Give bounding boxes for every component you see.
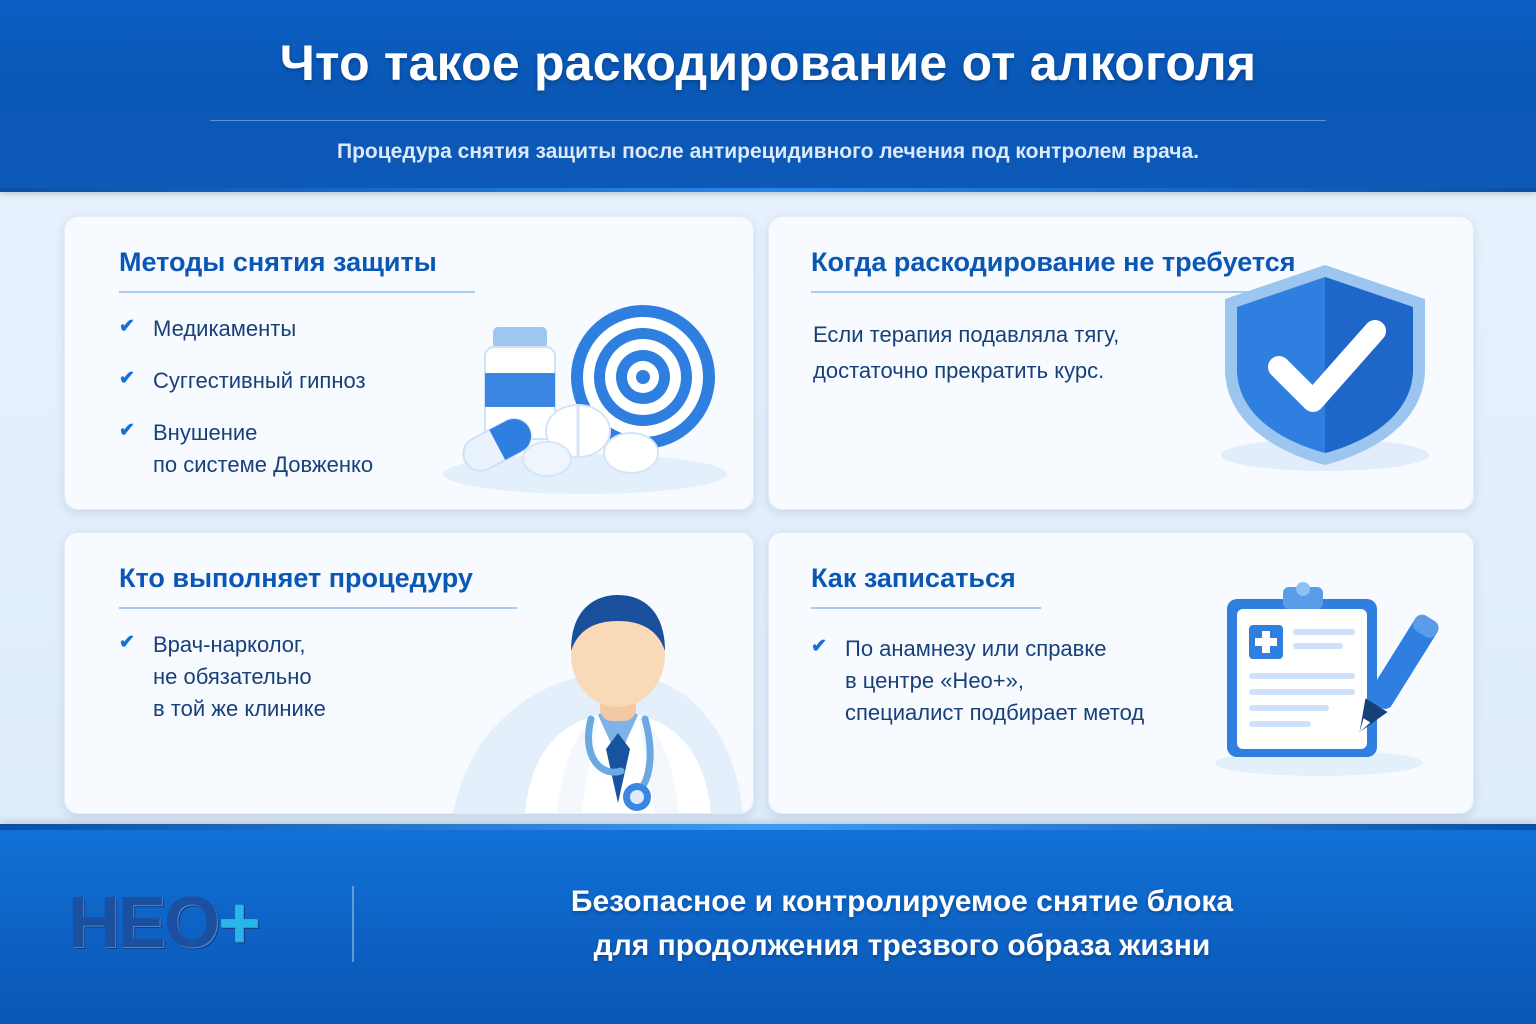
card-not-required-text-line2: достаточно прекратить курс. <box>813 358 1105 383</box>
list-item-label-line1: По анамнезу или справке <box>845 636 1107 661</box>
card-how-to-book <box>768 532 1474 814</box>
list-item-label-line2: не обязательно <box>153 664 312 689</box>
list-item-label-line3: специалист подбирает метод <box>845 700 1145 725</box>
check-icon: ✔ <box>811 636 827 657</box>
list-item-label-line1: Внушение <box>153 420 258 445</box>
clipboard-and-pen-illustration <box>1199 577 1449 777</box>
pills-and-spiral-illustration <box>435 269 735 499</box>
page-title: Что такое раскодирование от алкоголя <box>279 35 1257 91</box>
check-icon: ✔ <box>119 316 135 337</box>
list-item-label <box>845 633 1144 729</box>
card-methods-title: Методы снятия защиты <box>119 247 437 277</box>
header-banner <box>0 0 1536 192</box>
card-not-required-title: Когда раскодирование не требуется <box>811 247 1296 277</box>
brand-logo-plus: + <box>218 883 259 963</box>
doctor-illustration <box>453 563 743 813</box>
card-how-to-book-list <box>811 633 1231 749</box>
card-who-performs <box>64 532 754 814</box>
list-item <box>811 633 1231 729</box>
footer-tagline <box>352 880 1452 968</box>
card-methods <box>64 216 754 510</box>
card-how-to-book-title: Как записаться <box>811 563 1016 593</box>
brand-logo-text: НЕО <box>68 883 219 963</box>
card-who-performs-title: Кто выполняет процедуру <box>119 563 473 593</box>
page-subtitle: Процедура снятия защиты после антирецидивного лечения под контролем врача. <box>336 140 1200 163</box>
list-item-label <box>153 629 326 725</box>
list-item-label-line2: по системе Довженко <box>153 452 374 477</box>
footer-banner <box>0 824 1536 1024</box>
footer-tagline-line2: для продолжения трезвого образа жизни <box>593 929 1211 962</box>
card-not-required-text-line1: Если терапия подавляла тягу, <box>813 322 1120 347</box>
list-item-label-line3: в той же клинике <box>153 696 326 721</box>
check-icon: ✔ <box>119 632 135 653</box>
check-icon: ✔ <box>119 368 135 389</box>
check-icon: ✔ <box>119 420 135 441</box>
footer-tagline-line1: Безопасное и контролируемое снятие блока <box>570 885 1234 918</box>
list-item-label <box>153 417 373 481</box>
list-item-label-line2: в центре «Нео+», <box>845 668 1024 693</box>
list-item-label: Медикаменты <box>153 316 297 341</box>
list-item-label: Суггестивный гипноз <box>153 368 366 393</box>
shield-check-illustration <box>1197 257 1447 477</box>
header-divider <box>210 120 1326 121</box>
card-methods-title-underline <box>119 291 475 293</box>
card-not-required-text <box>813 317 1233 389</box>
brand-logo <box>68 882 338 964</box>
list-item-label-line1: Врач-нарколог, <box>153 632 306 657</box>
card-how-to-book-title-underline <box>811 607 1041 609</box>
card-not-required <box>768 216 1474 510</box>
